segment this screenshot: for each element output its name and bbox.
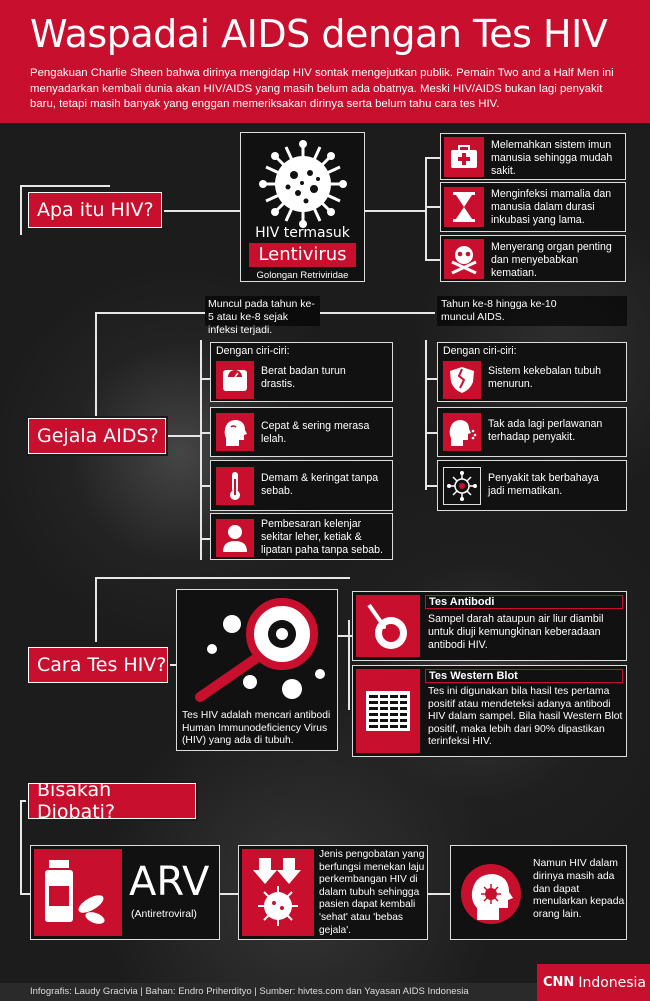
test-text: Sampel darah ataupun air liur diambil untuk diuji kemungkinan keberadaan antibodi HIV. <box>428 613 604 651</box>
symptom-sub-label: Dengan ciri-ciri: <box>443 345 517 357</box>
symptom-text: Cepat & sering merasa lelah. <box>261 420 370 445</box>
symptom-card <box>437 460 627 511</box>
symptom-card <box>210 513 393 560</box>
fact-card <box>440 182 626 232</box>
test-title: Tes Western Blot <box>425 669 623 683</box>
broken-shield-icon <box>443 361 481 399</box>
virus-caption-line1: HIV termasuk <box>255 225 350 241</box>
test-card <box>352 665 627 757</box>
connector-line <box>425 157 440 159</box>
symptom-card <box>210 342 393 402</box>
header-banner <box>0 0 650 123</box>
fact-text: Menyerang organ penting dan menyebabkan kematian. <box>491 241 612 279</box>
connector-line <box>428 893 450 895</box>
connector-line <box>320 312 435 314</box>
connector-line <box>95 577 97 642</box>
blood-dish-icon <box>356 595 420 657</box>
connector-line <box>20 185 22 235</box>
connector-line <box>425 340 427 490</box>
virus-caption-lentivirus: Lentivirus <box>249 243 356 267</box>
fact-text: Melemahkan sistem imun manusia sehingga mudah sakit. <box>491 139 613 177</box>
virus-icon <box>443 467 481 505</box>
virus-decrease-icon <box>242 849 314 936</box>
connector-line <box>425 157 427 261</box>
symptom-card <box>437 407 627 457</box>
symptom-text: Demam & keringat tanpa sebab. <box>261 472 379 497</box>
connector-line <box>160 210 240 212</box>
symptom-heading-right: Tahun ke-8 hingga ke-10 muncul AIDS. <box>437 296 627 326</box>
symptom-card <box>210 460 393 511</box>
symptom-text: Penyakit tak berbahaya jadi mematikan. <box>488 472 599 497</box>
test-card <box>352 591 627 661</box>
intro-paragraph: Pengakuan Charlie Sheen bahwa dirinya mengidap HIV sontak mengejutkan publik. Pemain Two and a Half Men ini menyadarkan kembali dunia akan HIV/AIDS yang masih belum ada obatnya. Meski HIV/AIDS bukan lagi penyakit baru, tetapi masih banyak yang enggan memeriksakan dirinya serta belum tahu cara tes HIV. <box>30 67 614 110</box>
virus-caption-line3: Golongan Retriviridae <box>256 270 349 281</box>
infected-head-icon <box>456 851 526 936</box>
arv-subtitle: (Antiretroviral) <box>131 908 197 920</box>
scale-icon <box>216 361 254 399</box>
magnifier-card <box>176 589 338 751</box>
symptom-text: Tak ada lagi perlawanan terhadap penyakit. <box>488 418 603 443</box>
connector-line <box>200 378 210 380</box>
first-aid-kit-icon <box>444 137 484 177</box>
hourglass-icon <box>444 187 484 227</box>
connector-line <box>200 340 202 560</box>
treatment-card <box>238 845 428 940</box>
transmit-text: Namun HIV dalam dirinya masih ada dan dapat menularkan kepada orang lain. <box>533 858 625 921</box>
connector-line <box>365 210 425 212</box>
cnn-indonesia-logo <box>537 964 650 1001</box>
symptom-text: Berat badan turun drastis. <box>261 365 346 390</box>
treatment-text: Jenis pengobatan yang berfungsi menekan laju perkembangan HIV di dalam tubuh sehingga pasien dapat kembali 'sehat' atau 'bebas gejala'. <box>319 849 425 936</box>
symptom-card <box>437 342 627 402</box>
virus-icon <box>258 139 348 229</box>
thermometer-icon <box>216 467 254 505</box>
connector-line <box>200 432 210 434</box>
coughing-head-icon <box>443 413 481 451</box>
fact-card <box>440 133 626 180</box>
connector-line <box>425 259 440 261</box>
symptom-text: Pembesaran kelenjar sekitar leher, ketiak & lipatan paha tanpa sebab. <box>261 518 383 556</box>
symptom-card <box>210 407 393 457</box>
connector-line <box>220 893 238 895</box>
symptom-sub-label: Dengan ciri-ciri: <box>216 345 290 357</box>
transmit-card <box>450 845 627 940</box>
connector-line <box>95 312 97 434</box>
arv-card <box>30 845 220 940</box>
magnifier-text: Tes HIV adalah mencari antibodi Human Immunodeficiency Virus (HIV) yang ada di tubuh. <box>182 710 331 746</box>
section-label-apa-itu-hiv: Apa itu HIV? <box>28 192 162 228</box>
test-text: Tes ini digunakan bila hasil tes pertama positif atau mendeteksi adanya antibodi HIV dalam sampel. Bila hasil Western Blot positif, maka lebih dari 90% dipastikan terinfeksi HIV. <box>428 686 623 748</box>
swollen-neck-icon <box>216 519 254 557</box>
page-title: Waspadai AIDS dengan Tes HIV <box>30 12 608 56</box>
connector-line <box>425 485 437 487</box>
arv-title: ARV <box>129 859 210 905</box>
logo-indonesia: Indonesia <box>578 974 647 991</box>
logo-cnn: CNN <box>543 975 575 990</box>
connector-line <box>348 620 350 710</box>
fact-card <box>440 235 626 282</box>
connector-line <box>95 577 350 579</box>
section-label-gejala-aids: Gejala AIDS? <box>28 418 166 454</box>
connector-line <box>20 800 22 895</box>
connector-line <box>95 312 205 314</box>
connector-line <box>200 485 210 487</box>
connector-line <box>425 378 437 380</box>
tired-head-icon <box>216 413 254 451</box>
medicine-bottle-icon <box>34 849 122 936</box>
connector-line <box>20 893 30 895</box>
virus-card <box>240 132 365 282</box>
section-label-cara-tes-hiv: Cara Tes HIV? <box>28 647 168 683</box>
magnifying-glass-icon <box>182 594 332 709</box>
blot-grid-icon <box>356 669 420 753</box>
connector-line <box>425 206 440 208</box>
test-title: Tes Antibodi <box>425 595 623 609</box>
connector-line <box>425 432 437 434</box>
fact-text: Menginfeksi mamalia dan manusia dalam durasi inkubasi yang lama. <box>491 188 612 226</box>
section-label-bisakah-diobati: Bisakah Diobati? <box>28 783 196 819</box>
connector-line <box>200 538 210 540</box>
skull-crossbones-icon <box>444 239 484 279</box>
connector-line <box>20 185 110 187</box>
symptom-heading-left: Muncul pada tahun ke-5 atau ke-8 sejak infeksi terjadi. <box>205 296 320 326</box>
connector-line <box>166 435 202 437</box>
credit-text: Infografis: Laudy Gracivia | Bahan: Endro Priherdityo | Sumber: hivtes.com dan Yayasan AIDS Indonesia <box>30 986 469 997</box>
symptom-text: Sistem kekebalan tubuh menurun. <box>488 365 602 390</box>
